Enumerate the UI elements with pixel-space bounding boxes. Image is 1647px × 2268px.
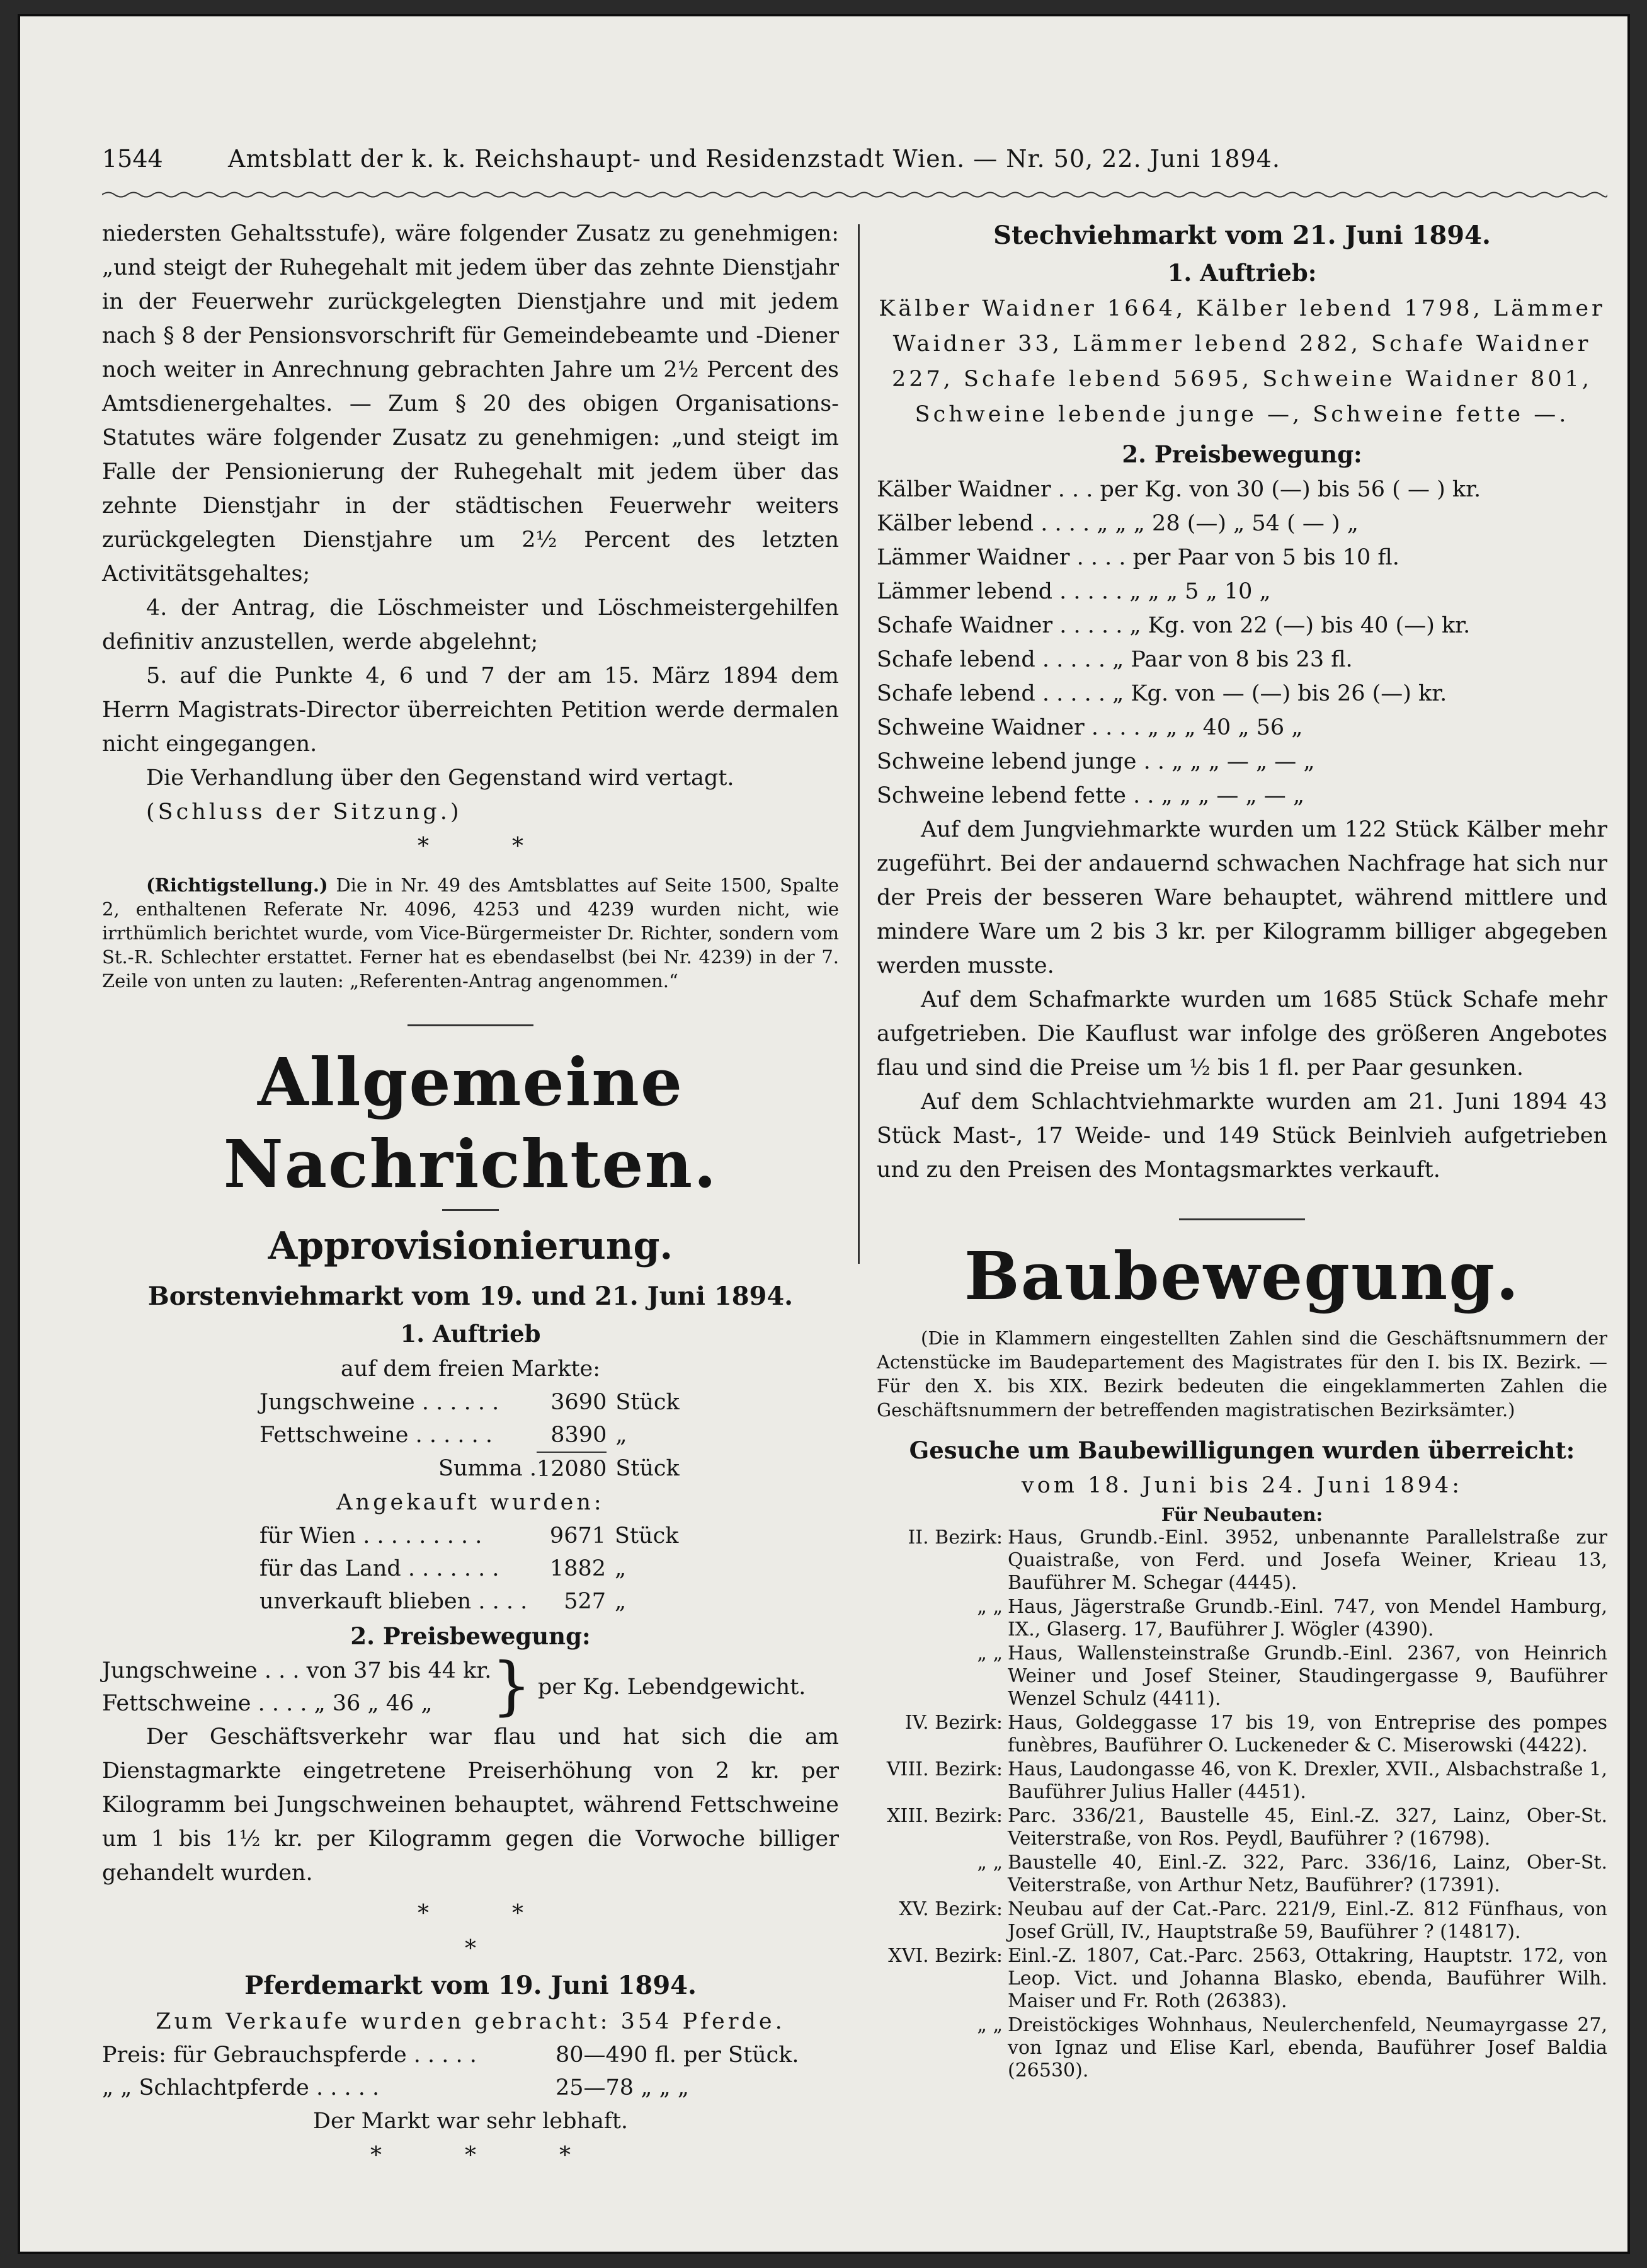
list-item: XIII. Bezirk: Parc. 336/21, Baustelle 45, Einl.-Z. 327, Lainz, Ober-St. Veiterstraße, von Ros. Peydl, Bauführer ? (16798). [887,1805,1607,1850]
stech-paragraph: Auf dem Schafmarkte wurden um 1685 Stück Schafe mehr aufgetrieben. Die Kauflust war infolge des größeren Angebotes flau und sind die Preise um ½ bis 1 fl. per Paar gesunken. [877,987,1607,1080]
period: vom 18. Juni bis 24. Juni 1894: [1021,1473,1463,1498]
page-header [102,142,1362,183]
preis-row: Schafe Waidner . . . . . „ Kg. von 22 (—) bis 40 (—) kr. [877,613,1471,638]
list-item: „ „ Haus, Wallensteinstraße Grundb.-Einl. 2367, von Heinrich Weiner und Josef Steiner, Staudingergasse 9, Bauführer Wenzel Schulz (4411). [977,1642,1607,1710]
preis-row: Lämmer lebend . . . . . „ „ „ 5 „ 10 „ [877,579,1271,604]
header-title: Amtsblatt der k. k. Reichshaupt- und Residenzstadt Wien. — Nr. 50, 22. Juni 1894. [228,145,1280,173]
table-row: unverkauft blieben . . . . 527 „ [259,1589,627,1614]
pferde-comment: Der Markt war sehr lebhaft. [312,2109,629,2134]
preis-row: Schweine lebend fette . . „ „ „ — „ — „ [877,783,1305,808]
list-item: IV. Bezirk: Haus, Goldeggasse 17 bis 19, von Entreprise des pompes funèbres, Bauführer O. Luckeneder & C. Miserowski (4422). [904,1712,1607,1756]
allgemeine-nachrichten-heading: Allgemeine Nachrichten. [223,1043,718,1203]
stech-paragraph: Auf dem Jungviehmarkte wurden um 122 Stück Kälber mehr zugeführt. Bei der andauernd schwachen Nachfrage hat sich nur der Preis der besseren Ware behauptet, während mittlere und mindere Ware um 2 bis 3 kr. per Kilogramm billiger abgegeben werden musste. [877,817,1607,978]
approvisionierung-heading: Approvisionierung. [268,1224,673,1268]
bau-note: (Die in Klammern eingestellten Zahlen sind die Geschäftsnummern der Actenstücke im Baudepartement des Magistrates für den I. bis IX. Bezirk. — Für den X. bis XIX. Bezirk bedeuten die eingeklammerten Zahlen die Geschäftsnummern der betreffenden magistratischen Bezirksämter.) [877,1327,1607,1421]
angekauft-table [259,1520,678,1618]
pferde-verkauf: Zum Verkaufe wurden gebracht: 354 Pferde. [156,2009,785,2034]
preis-row: Schafe lebend . . . . . „ Paar von 8 bis 23 fl. [877,647,1353,672]
stech-auftrieb-text: Kälber Waidner 1664, Kälber lebend 1798, Lämmer Waidner 33, Lämmer lebend 282, Schafe Waidner 227, Schafe lebend 5695, Schweine Waidner 801, Schweine lebende junge —, Schweine fette —. [879,296,1605,427]
correction-note [102,873,839,993]
intro-paragraph: Die Verhandlung über den Gegenstand wird vertagt. [146,765,734,791]
brace: } [491,1649,532,1722]
page-number: 1544 [102,145,163,173]
table-row: Preis: für Gebrauchspferde . . . . . 80—490 fl. per Stück. [102,2042,799,2068]
list-item: XV. Bezirk: Neubau auf der Cat.-Parc. 221/9, Einl.-Z. 812 Fünfhaus, von Josef Grüll, IV., Hauptstraße 59, Bauführer ? (14817). [899,1898,1607,1943]
section-rule [407,1024,533,1026]
stech-preis-title: 2. Preisbewegung: [1122,440,1362,468]
session-end: (Schluss der Sitzung.) [146,799,462,825]
preisbewegung-title: 2. Preisbewegung: [350,1622,591,1650]
newspaper-page [18,14,1630,2254]
preis-row: Schweine Waidner . . . . „ „ „ 40 „ 56 „ [877,715,1303,740]
table-row: Fettschweine . . . . . . 8390 „ [259,1419,680,1452]
pferdemarkt-title: Pferdemarkt vom 19. Juni 1894. [244,1971,697,2000]
table-row: für Wien . . . . . . . . . 9671 Stück [259,1523,679,1549]
list-item: „ „ Dreistöckiges Wohnhaus, Neulerchenfeld, Neumayrgasse 27, von Ignaz und Elise Karl, ebenda, Bauführer Josef Baldia (26530). [977,2014,1607,2082]
preis-row: Kälber lebend . . . . „ „ „ 28 (—) „ 54 ( — ) „ [877,511,1359,536]
list-item: „ „ Baustelle 40, Einl.-Z. 322, Parc. 336/16, Lainz, Ober-St. Veiterstraße, von Arthur Netz, Bauführer? (17391). [977,1852,1607,1896]
list-item: VIII. Bezirk: Haus, Laudongasse 46, von K. Drexler, XVII., Alsbachstraße 1, Bauführer Julius Haller (4451). [886,1758,1607,1803]
neubauten-title: Für Neubauten: [1161,1504,1323,1525]
stechvieh-title: Stechviehmarkt vom 21. Juni 1894. [993,220,1491,250]
intro-paragraph: 5. auf die Punkte 4, 6 und 7 der am 15. März 1894 dem Herrn Magistrats-Director überreichten Petition werde dermalen nicht eingegangen. [102,663,839,757]
correction-label: (Richtigstellung.) [146,874,328,896]
section-rule [442,1209,499,1211]
list-item: XVI. Bezirk: Einl.-Z. 1807, Cat.-Parc. 2563, Ottakring, Hauptstr. 172, von Leop. Vict. und Johanna Blasko, ebenda, Bauführer Wilh. Maiser und Fr. Roth (26383). [888,1945,1607,2012]
list-item: II. Bezirk: Haus, Grundb.-Einl. 3952, unbenannte Parallelstraße zur Quaistraße, von Ferd. und Josefa Weiner, Krieau 13, Bauführer M. Schegar (4445). [908,1526,1607,1594]
header-rule [102,190,1607,199]
stars-separator: * * [418,833,523,859]
table-row: „ „ Schlachtpferde . . . . . 25—78 „ „ „ [102,2075,689,2100]
auftrieb-title: 1. Auftrieb [400,1320,541,1348]
table-row: Jungschweine . . . . . . 3690 Stück [259,1390,680,1415]
stech-paragraph: Auf dem Schlachtviehmarkte wurden am 21. Juni 1894 43 Stück Mast-, 17 Weide- und 149 Stück Beinlvieh aufgetrieben und zu den Preisen des Montagsmarktes verkauft. [877,1089,1607,1183]
angekauft-title: Angekauft wurden: [336,1490,605,1515]
stars-separator: * * * [370,2143,571,2168]
stars-separator: * * * [418,1901,523,1962]
intro-paragraph: 4. der Antrag, die Löschmeister und Löschmeistergehilfen definitiv anzustellen, werde abgelehnt; [102,595,839,655]
preis-row: Schweine lebend junge . . „ „ „ — „ — „ [877,749,1315,774]
table-row: für das Land . . . . . . . 1882 „ [259,1556,627,1581]
stech-preis-list [877,472,1607,813]
left-column [102,217,839,2174]
auftrieb-subtitle: auf dem freien Markte: [340,1356,601,1382]
bau-entries [877,1526,1607,2082]
preis-row: Lämmer Waidner . . . . per Paar von 5 bis 10 fl. [877,545,1399,570]
section-rule [1179,1218,1305,1220]
list-item: „ „ Haus, Jägerstraße Grundb.-Einl. 747, von Mendel Hamburg, IX., Glaserg. 17, Bauführer J. Wögler (4390). [977,1596,1607,1641]
auftrieb-table [259,1386,680,1486]
preis-table [102,1649,806,1722]
correction-text: Die in Nr. 49 des Amtsblattes auf Seite 1500, Spalte 2, enthaltenen Referate Nr. 4096, 4253 und 4239 wurden nicht, wie irrthümlich berichtet wurde, vom Vice-Bürgermeister Dr. Richter, sondern vom St.-R. Schlechter erstattet. Ferner hat es ebendaselbst (bei Nr. 4239) in der 7. Zeile von unten zu lauten: „Referenten-Antrag angenommen.“ [102,874,839,992]
borstenvieh-title: Borstenviehmarkt vom 19. und 21. Juni 1894. [147,1281,794,1311]
summa-row: Summa . 12080 Stück [438,1456,680,1482]
pferde-table [102,2039,799,2104]
preis-row: Jungschweine . . . von 37 bis 44 kr. [102,1658,492,1683]
preis-note: per Kg. Lebendgewicht. [538,1675,806,1700]
stech-auftrieb-title: 1. Auftrieb: [1167,259,1317,287]
right-column [877,217,1607,2083]
borstenvieh-comment: Der Geschäftsverkehr war flau und hat sich die am Dienstagmarkte eingetretene Preiserhöhung von 2 kr. per Kilogramm bei Jungschweinen behauptet, während Fettschweine um 1 bis 1½ kr. per Kilogramm gegen die Vorwoche billiger gehandelt wurden. [102,1724,839,1886]
gesuche-title: Gesuche um Baubewilligungen wurden überreicht: [909,1436,1575,1464]
preis-row: Kälber Waidner . . . per Kg. von 30 (—) bis 56 ( — ) kr. [877,477,1481,502]
preis-row: Fettschweine . . . . „ 36 „ 46 „ [102,1691,433,1716]
column-divider [858,224,860,1264]
baubewegung-heading: Baubewegung. [964,1237,1520,1315]
intro-paragraph: niedersten Gehaltsstufe), wäre folgender Zusatz zu genehmigen: „und steigt der Ruhegehalt mit jedem über das zehnte Dienstjahr in der Feuerwehr zurückgelegten Dienstjahre und mit jedem nach § 8 der Pensionsvorschrift für Gemeindebeamte und -Diener noch weiter in Anrechnung gebrachten Jahre um 2½ Percent des Amtsdienergehaltes. — Zum § 20 des obigen Organisations-Statutes wäre folgender Zusatz zu genehmigen: „und steigt im Falle der Pensionierung der Ruhegehalt mit jedem über das zehnte Dienstjahr in der städtischen Feuerwehr weiters zurückgelegten Dienstjahre um 2½ Percent des letzten Activitätsgehaltes; [102,221,839,587]
preis-row: Schafe lebend . . . . . „ Kg. von — (—) bis 26 (—) kr. [877,681,1447,706]
